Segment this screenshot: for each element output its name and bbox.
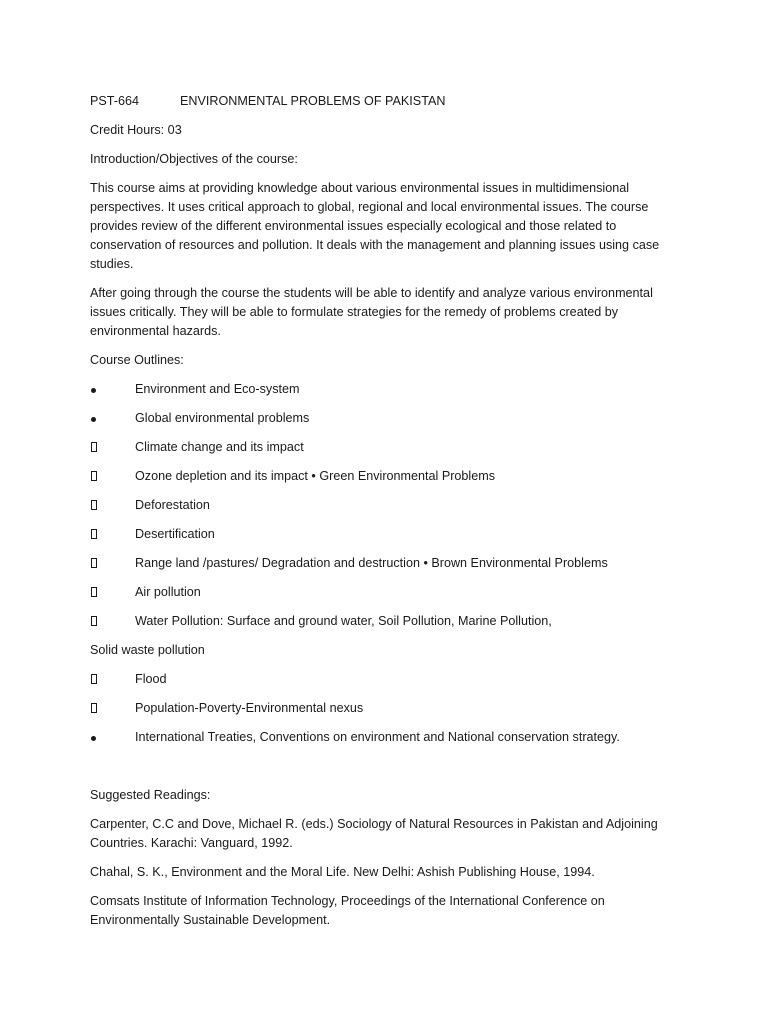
list-item-text: Climate change and its impact: [135, 440, 304, 454]
bullet-icon: [91, 736, 96, 741]
list-item-text: Deforestation: [135, 498, 210, 512]
bullet-marker: [90, 525, 135, 544]
missing-glyph-icon: [91, 500, 97, 510]
list-item: [90, 467, 672, 486]
list-item: [90, 525, 672, 544]
missing-glyph-icon: [91, 587, 97, 597]
outlines-heading: Course Outlines:: [90, 353, 184, 367]
bullet-icon: [91, 388, 96, 393]
list-item: [90, 380, 672, 399]
list-item-text: International Treaties, Conventions on environment and National conservation strategy.: [135, 730, 620, 744]
bullet-marker: [90, 438, 135, 457]
bullet-marker: [90, 409, 135, 428]
readings-heading: Suggested Readings:: [90, 788, 211, 802]
credit-hours: Credit Hours: 03: [90, 123, 182, 137]
outcomes-paragraph: After going through the course the students will be able to identify and analyze various environmental issues critically. They will be able to formulate strategies for the remedy of problems created by environmental hazards.: [90, 286, 653, 338]
list-item: [90, 438, 672, 457]
bullet-icon: [91, 417, 96, 422]
bullet-marker: [90, 699, 135, 718]
course-outline-list-continued: [90, 670, 672, 747]
missing-glyph-icon: [91, 674, 97, 684]
list-item: [90, 728, 672, 747]
missing-glyph-icon: [91, 558, 97, 568]
bullet-marker: [90, 380, 135, 399]
intro-heading: Introduction/Objectives of the course:: [90, 152, 298, 166]
missing-glyph-icon: [91, 442, 97, 452]
course-code: PST-664: [90, 94, 140, 108]
list-item: [90, 409, 672, 428]
intro-paragraph: This course aims at providing knowledge about various environmental issues in multidimensional perspectives. It uses critical approach to global, regional and local environmental issues. The course provides review of the different environmental issues especially ecological and those related to conservation of resources and pollution. It deals with the management and planning issues using case studies.: [90, 181, 660, 271]
list-item: [90, 670, 672, 689]
missing-glyph-icon: [91, 471, 97, 481]
list-item-text: Global environmental problems: [135, 411, 310, 425]
list-item: [90, 496, 672, 515]
list-item-text: Air pollution: [135, 585, 201, 599]
bullet-marker: [90, 728, 135, 747]
bullet-marker: [90, 670, 135, 689]
bullet-marker: [90, 554, 135, 573]
spacer: [90, 757, 672, 786]
reading-entry: Carpenter, C.C and Dove, Michael R. (eds.) Sociology of Natural Resources in Pakistan and Adjoining Countries. Karachi: Vanguard, 1992.: [90, 817, 658, 850]
course-title: ENVIRONMENTAL PROBLEMS OF PAKISTAN: [180, 94, 446, 108]
course-outline-list: [90, 380, 672, 631]
list-item-text: Ozone depletion and its impact • Green Environmental Problems: [135, 469, 496, 483]
list-item-text: Population-Poverty-Environmental nexus: [135, 701, 364, 715]
missing-glyph-icon: [91, 703, 97, 713]
readings-list: [90, 815, 672, 930]
missing-glyph-icon: [91, 616, 97, 626]
bullet-marker: [90, 583, 135, 602]
reading-entry: Chahal, S. K., Environment and the Moral Life. New Delhi: Ashish Publishing House, 1994.: [90, 865, 595, 879]
list-item-text: Water Pollution: Surface and ground water, Soil Pollution, Marine Pollution,: [135, 614, 552, 628]
bullet-marker: [90, 612, 135, 631]
list-item: [90, 554, 672, 573]
bullet-marker: [90, 496, 135, 515]
missing-glyph-icon: [91, 529, 97, 539]
list-item-text: Environment and Eco-system: [135, 382, 300, 396]
course-heading: [90, 92, 672, 111]
bullet-marker: [90, 467, 135, 486]
solid-waste-line: Solid waste pollution: [90, 643, 205, 657]
list-item-text: Flood: [135, 672, 167, 686]
list-item: [90, 699, 672, 718]
list-item-text: Desertification: [135, 527, 215, 541]
reading-entry: Comsats Institute of Information Technology, Proceedings of the International Conference on Environmentally Sustainable Development.: [90, 894, 605, 927]
list-item: [90, 612, 672, 631]
list-item-text: Range land /pastures/ Degradation and destruction • Brown Environmental Problems: [135, 556, 608, 570]
list-item: [90, 583, 672, 602]
